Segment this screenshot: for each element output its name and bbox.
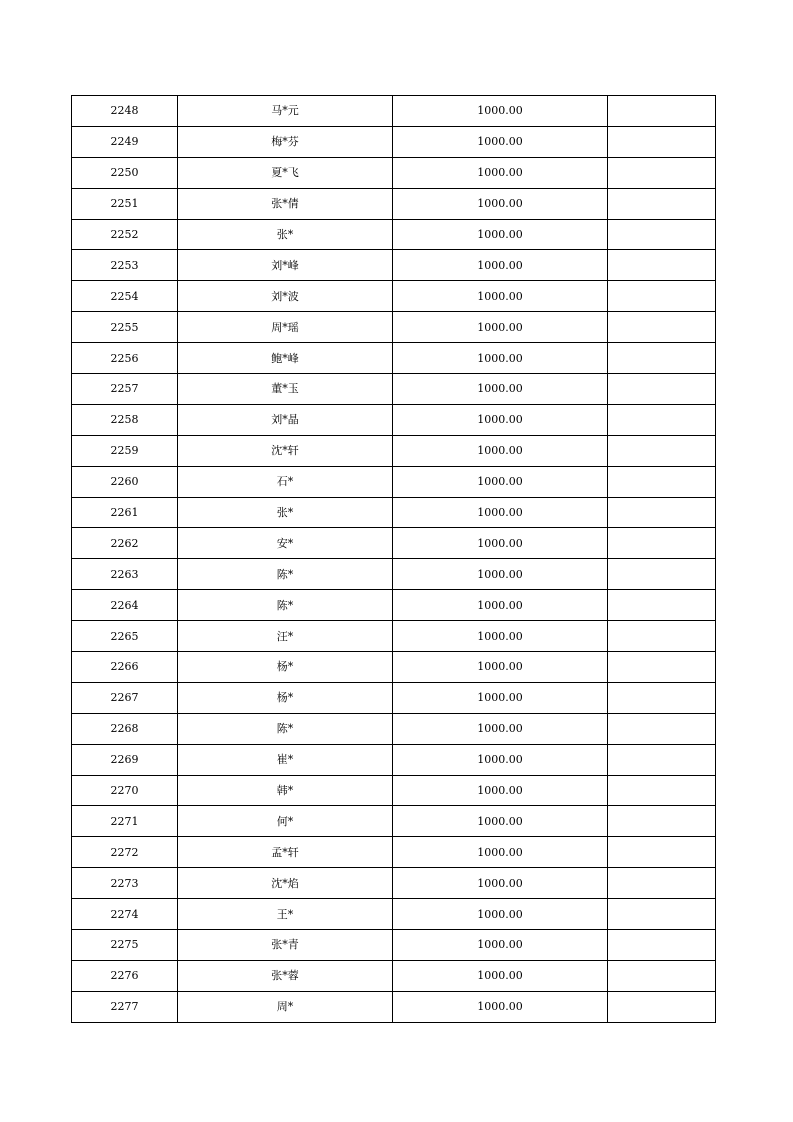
note-cell (608, 435, 716, 466)
name-cell: 鲍*峰 (178, 343, 393, 374)
note-cell (608, 466, 716, 497)
table-row (72, 528, 716, 559)
name-cell: 张*青 (178, 930, 393, 961)
name-cell: 马*元 (178, 96, 393, 127)
name-cell: 张* (178, 219, 393, 250)
table-row (72, 466, 716, 497)
row-number-cell: 2256 (72, 343, 178, 374)
note-cell (608, 744, 716, 775)
name-cell: 石* (178, 466, 393, 497)
note-cell (608, 806, 716, 837)
table-row (72, 991, 716, 1022)
name-cell: 刘*峰 (178, 250, 393, 281)
name-cell: 张*蓉 (178, 960, 393, 991)
name-cell: 梅*芬 (178, 126, 393, 157)
amount-cell: 1000.00 (393, 590, 608, 621)
amount-cell: 1000.00 (393, 466, 608, 497)
row-number-cell: 2265 (72, 621, 178, 652)
note-cell (608, 899, 716, 930)
row-number-cell: 2255 (72, 312, 178, 343)
name-cell: 沈*焰 (178, 868, 393, 899)
table-row (72, 343, 716, 374)
table-row (72, 219, 716, 250)
row-number-cell: 2250 (72, 157, 178, 188)
row-number-cell: 2271 (72, 806, 178, 837)
name-cell: 王* (178, 899, 393, 930)
amount-cell: 1000.00 (393, 991, 608, 1022)
name-cell: 杨* (178, 652, 393, 683)
name-cell: 孟*轩 (178, 837, 393, 868)
amount-cell: 1000.00 (393, 528, 608, 559)
row-number-cell: 2275 (72, 930, 178, 961)
row-number-cell: 2264 (72, 590, 178, 621)
name-cell: 沈*轩 (178, 435, 393, 466)
name-cell: 陈* (178, 559, 393, 590)
table-row (72, 652, 716, 683)
note-cell (608, 713, 716, 744)
table-row (72, 713, 716, 744)
amount-cell: 1000.00 (393, 652, 608, 683)
row-number-cell: 2251 (72, 188, 178, 219)
row-number-cell: 2263 (72, 559, 178, 590)
amount-cell: 1000.00 (393, 559, 608, 590)
table-row (72, 930, 716, 961)
note-cell (608, 682, 716, 713)
table-row (72, 899, 716, 930)
name-cell: 夏*飞 (178, 157, 393, 188)
table-row (72, 744, 716, 775)
note-cell (608, 559, 716, 590)
amount-cell: 1000.00 (393, 868, 608, 899)
table-row (72, 775, 716, 806)
table-row (72, 435, 716, 466)
note-cell (608, 991, 716, 1022)
note-cell (608, 868, 716, 899)
table-row (72, 837, 716, 868)
name-cell: 周* (178, 991, 393, 1022)
row-number-cell: 2266 (72, 652, 178, 683)
row-number-cell: 2254 (72, 281, 178, 312)
table-row (72, 312, 716, 343)
row-number-cell: 2252 (72, 219, 178, 250)
note-cell (608, 374, 716, 405)
note-cell (608, 188, 716, 219)
row-number-cell: 2268 (72, 713, 178, 744)
amount-cell: 1000.00 (393, 281, 608, 312)
name-cell: 汪* (178, 621, 393, 652)
row-number-cell: 2273 (72, 868, 178, 899)
note-cell (608, 528, 716, 559)
name-cell: 张*倩 (178, 188, 393, 219)
row-number-cell: 2253 (72, 250, 178, 281)
table-row (72, 960, 716, 991)
row-number-cell: 2259 (72, 435, 178, 466)
amount-cell: 1000.00 (393, 404, 608, 435)
amount-cell: 1000.00 (393, 343, 608, 374)
roster-table-body (72, 96, 716, 1023)
amount-cell: 1000.00 (393, 157, 608, 188)
amount-cell: 1000.00 (393, 899, 608, 930)
amount-cell: 1000.00 (393, 374, 608, 405)
table-row (72, 621, 716, 652)
name-cell: 杨* (178, 682, 393, 713)
note-cell (608, 343, 716, 374)
name-cell: 周*瑶 (178, 312, 393, 343)
amount-cell: 1000.00 (393, 188, 608, 219)
name-cell: 安* (178, 528, 393, 559)
row-number-cell: 2272 (72, 837, 178, 868)
row-number-cell: 2269 (72, 744, 178, 775)
name-cell: 何* (178, 806, 393, 837)
table-row (72, 868, 716, 899)
note-cell (608, 590, 716, 621)
name-cell: 陈* (178, 590, 393, 621)
row-number-cell: 2249 (72, 126, 178, 157)
table-row (72, 806, 716, 837)
name-cell: 董*玉 (178, 374, 393, 405)
name-cell: 刘*晶 (178, 404, 393, 435)
amount-cell: 1000.00 (393, 713, 608, 744)
table-row (72, 374, 716, 405)
amount-cell: 1000.00 (393, 960, 608, 991)
row-number-cell: 2260 (72, 466, 178, 497)
table-row (72, 126, 716, 157)
note-cell (608, 250, 716, 281)
roster-table (71, 95, 716, 1023)
note-cell (608, 281, 716, 312)
row-number-cell: 2277 (72, 991, 178, 1022)
amount-cell: 1000.00 (393, 806, 608, 837)
amount-cell: 1000.00 (393, 930, 608, 961)
row-number-cell: 2274 (72, 899, 178, 930)
row-number-cell: 2262 (72, 528, 178, 559)
amount-cell: 1000.00 (393, 621, 608, 652)
row-number-cell: 2267 (72, 682, 178, 713)
amount-cell: 1000.00 (393, 219, 608, 250)
amount-cell: 1000.00 (393, 837, 608, 868)
note-cell (608, 497, 716, 528)
note-cell (608, 312, 716, 343)
note-cell (608, 157, 716, 188)
row-number-cell: 2261 (72, 497, 178, 528)
name-cell: 陈* (178, 713, 393, 744)
table-row (72, 682, 716, 713)
table-row (72, 96, 716, 127)
row-number-cell: 2248 (72, 96, 178, 127)
amount-cell: 1000.00 (393, 312, 608, 343)
table-row (72, 559, 716, 590)
amount-cell: 1000.00 (393, 126, 608, 157)
name-cell: 崔* (178, 744, 393, 775)
note-cell (608, 126, 716, 157)
note-cell (608, 96, 716, 127)
row-number-cell: 2258 (72, 404, 178, 435)
amount-cell: 1000.00 (393, 435, 608, 466)
amount-cell: 1000.00 (393, 744, 608, 775)
table-row (72, 157, 716, 188)
amount-cell: 1000.00 (393, 775, 608, 806)
table-row (72, 188, 716, 219)
note-cell (608, 621, 716, 652)
table-row (72, 250, 716, 281)
amount-cell: 1000.00 (393, 250, 608, 281)
note-cell (608, 930, 716, 961)
note-cell (608, 837, 716, 868)
name-cell: 张* (178, 497, 393, 528)
table-row (72, 497, 716, 528)
table-row (72, 281, 716, 312)
note-cell (608, 652, 716, 683)
note-cell (608, 219, 716, 250)
note-cell (608, 775, 716, 806)
row-number-cell: 2276 (72, 960, 178, 991)
row-number-cell: 2270 (72, 775, 178, 806)
amount-cell: 1000.00 (393, 497, 608, 528)
amount-cell: 1000.00 (393, 682, 608, 713)
name-cell: 韩* (178, 775, 393, 806)
amount-cell: 1000.00 (393, 96, 608, 127)
name-cell: 刘*波 (178, 281, 393, 312)
note-cell (608, 404, 716, 435)
table-row (72, 404, 716, 435)
row-number-cell: 2257 (72, 374, 178, 405)
table-row (72, 590, 716, 621)
note-cell (608, 960, 716, 991)
